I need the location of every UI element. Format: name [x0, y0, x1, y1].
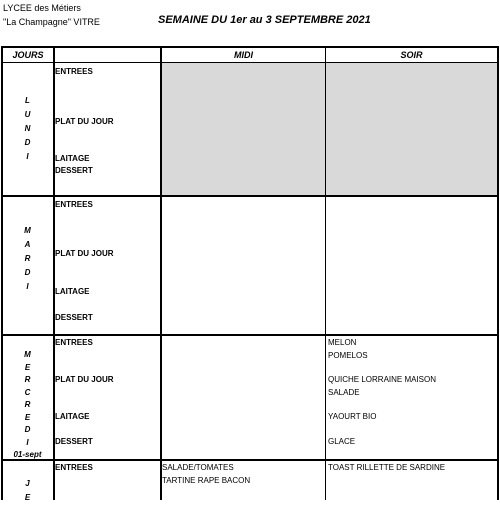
midi-column-border [325, 46, 326, 500]
mardi-entrees-label: ENTREES [55, 200, 93, 209]
mercredi-entrees-label: ENTREES [55, 338, 93, 347]
lundi-entrees-label: ENTREES [55, 67, 93, 76]
mardi-bottom-border [1, 334, 498, 336]
day-mercredi: M E R C R E D I [24, 350, 31, 447]
day-jeudi: J E [24, 479, 31, 502]
mercredi-soir-dessert: GLACE [328, 437, 356, 446]
table-top-border [1, 46, 498, 48]
jeudi-midi-entree-2: TARTINE RAPE BACON [162, 476, 251, 485]
jeudi-soir-entree-1: TOAST RILLETTE DE SARDINE [328, 463, 446, 472]
mardi-plat-label: PLAT DU JOUR [55, 249, 114, 258]
mercredi-soir-entree-1: MELON [328, 338, 357, 347]
mercredi-soir-plat-2: SALADE [328, 388, 360, 397]
mercredi-date: 01-sept [13, 450, 42, 459]
mercredi-plat-label: PLAT DU JOUR [55, 375, 114, 384]
school-location: "La Champagne" VITRE [3, 17, 100, 27]
table-right-border [497, 46, 499, 500]
school-name: LYCEE des Métiers [3, 3, 81, 13]
column-header-midi: MIDI [234, 50, 253, 60]
mercredi-bottom-border [1, 459, 498, 461]
mercredi-soir-entree-2: POMELOS [328, 351, 368, 360]
day-mardi: M A R D I [24, 226, 31, 291]
day-lundi: L U N D I [24, 96, 31, 161]
jeudi-entrees-label: ENTREES [55, 463, 93, 472]
mardi-laitage-label: LAITAGE [55, 287, 90, 296]
mercredi-soir-plat-1: QUICHE LORRAINE MAISON [328, 375, 437, 384]
mardi-dessert-label: DESSERT [55, 313, 93, 322]
column-header-soir: SOIR [400, 50, 423, 60]
lundi-bottom-border [1, 195, 498, 197]
lundi-laitage-label: LAITAGE [55, 154, 90, 163]
mercredi-laitage-label: LAITAGE [55, 412, 90, 421]
page-title: SEMAINE DU 1er au 3 SEPTEMBRE 2021 [158, 14, 371, 26]
labels-column-border [160, 46, 162, 500]
lundi-plat-label: PLAT DU JOUR [55, 117, 114, 126]
lundi-dessert-label: DESSERT [55, 166, 93, 175]
mercredi-dessert-label: DESSERT [55, 437, 93, 446]
lundi-soir-shaded-cell [326, 63, 497, 195]
mercredi-soir-laitage: YAOURT BIO [328, 412, 377, 421]
jeudi-midi-entree-1: SALADE/TOMATES [162, 463, 234, 472]
lundi-midi-shaded-cell [162, 63, 325, 195]
column-header-jours: JOURS [12, 50, 44, 60]
header-row-border [1, 62, 498, 63]
